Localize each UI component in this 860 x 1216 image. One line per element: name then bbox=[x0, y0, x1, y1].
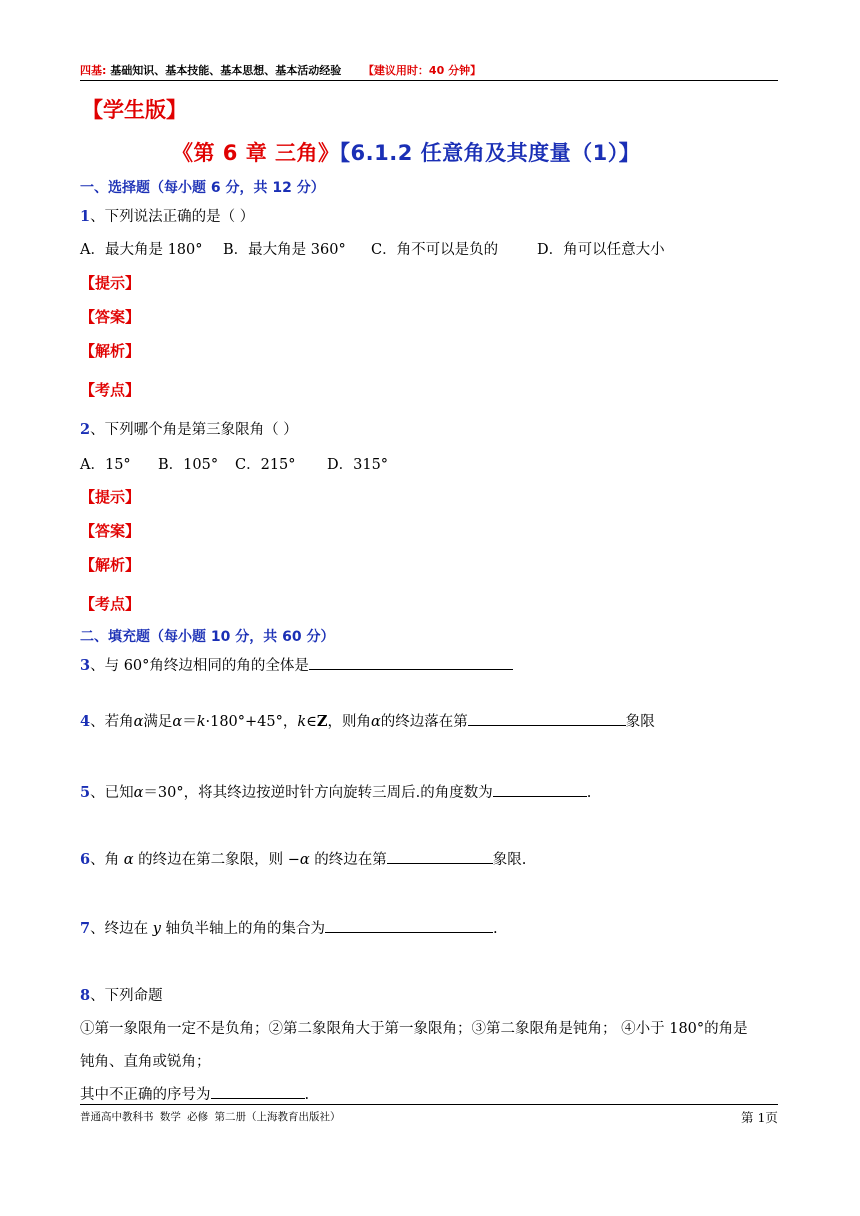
question-text: 、已知 bbox=[90, 785, 134, 801]
option-d: D．315° bbox=[327, 457, 389, 473]
question-text: 满足 bbox=[143, 714, 173, 730]
header-colon: : bbox=[102, 64, 107, 77]
answer-blank[interactable] bbox=[309, 655, 513, 670]
header-prefix: 四基 bbox=[80, 64, 102, 77]
question-text: 轴负半轴上的角的集合为 bbox=[160, 921, 326, 937]
question-number: 6 bbox=[80, 851, 91, 868]
option-a: A．15° bbox=[80, 457, 131, 473]
answer-tag: 【答案】 bbox=[80, 308, 141, 326]
header-items: 基础知识、基本技能、基本思想、基本活动经验 bbox=[110, 64, 342, 77]
answer-blank[interactable] bbox=[468, 711, 626, 726]
question-text: ＝ bbox=[182, 714, 197, 730]
k-symbol: k bbox=[196, 714, 206, 730]
question-text: 其中不正确的序号为 bbox=[80, 1087, 211, 1103]
question-2-options bbox=[80, 453, 388, 474]
question-text: ＝30°，将其终边按逆时针方向旋转三周后.的角度数为 bbox=[143, 785, 493, 801]
question-number: 7 bbox=[80, 920, 91, 937]
question-text: ，则角 bbox=[327, 714, 371, 730]
question-text: 、下列哪个角是第三象限角（ ） bbox=[90, 422, 298, 438]
alpha-symbol: α bbox=[172, 714, 183, 730]
question-text: 、下列说法正确的是（ ） bbox=[90, 209, 255, 225]
option-d: D．角可以任意大小 bbox=[537, 242, 665, 258]
question-number: 4 bbox=[80, 713, 91, 730]
question-text: . bbox=[304, 1087, 310, 1103]
header-rule bbox=[80, 80, 778, 81]
option-b: B．最大角是 360° bbox=[223, 242, 346, 258]
minus-sign: − bbox=[287, 852, 300, 868]
answer-blank[interactable] bbox=[211, 1084, 305, 1099]
question-8 bbox=[80, 984, 163, 1005]
hint-tag: 【提示】 bbox=[80, 274, 141, 292]
question-6 bbox=[80, 848, 526, 869]
question-text: ·180°+45°， bbox=[205, 714, 298, 730]
option-a: A．最大角是 180° bbox=[80, 242, 203, 258]
k-symbol: k bbox=[297, 714, 307, 730]
question-number: 3 bbox=[80, 657, 91, 674]
question-text: 、角 bbox=[90, 852, 124, 868]
question-number: 5 bbox=[80, 784, 91, 801]
section-heading: 一、选择题（每小题 6 分，共 12 分） bbox=[80, 180, 325, 196]
alpha-symbol: α bbox=[123, 852, 134, 868]
question-7 bbox=[80, 917, 498, 938]
question-text: 的终边落在第 bbox=[380, 714, 468, 730]
question-text: 、若角 bbox=[90, 714, 134, 730]
title-chapter: 《第 6 章 三角》 bbox=[172, 141, 340, 165]
question-1 bbox=[80, 205, 254, 226]
question-8-line1: ①第一象限角一定不是负角；②第二象限角大于第一象限角；③第二象限角是钝角； ④小于 180°的角是 bbox=[80, 1021, 748, 1037]
header-time: 【建议用时：40 分钟】 bbox=[362, 64, 482, 77]
question-text: 、与 60°角终边相同的角的全体是 bbox=[90, 658, 309, 674]
question-3 bbox=[80, 654, 513, 675]
answer-blank[interactable] bbox=[493, 782, 587, 797]
question-2 bbox=[80, 418, 298, 439]
integer-set-symbol: Z bbox=[316, 713, 328, 730]
answer-blank[interactable] bbox=[325, 918, 493, 933]
point-tag: 【考点】 bbox=[80, 595, 141, 613]
question-text: ∈ bbox=[306, 714, 317, 730]
analysis-tag: 【解析】 bbox=[80, 556, 141, 574]
alpha-symbol: α bbox=[299, 852, 310, 868]
footer-textbook: 普通高中教科书 数学 必修 第二册（上海教育出版社） bbox=[80, 1111, 341, 1123]
section-heading: 二、填充题（每小题 10 分，共 60 分） bbox=[80, 629, 335, 645]
question-text: 象限. bbox=[492, 852, 527, 868]
question-1-options bbox=[80, 238, 665, 259]
question-8-line2: 钝角、直角或锐角； bbox=[80, 1054, 211, 1070]
question-8-line3 bbox=[80, 1083, 309, 1104]
option-b: B．105° bbox=[158, 457, 219, 473]
option-c: C．角不可以是负的 bbox=[371, 242, 499, 258]
question-text: . bbox=[586, 785, 592, 801]
hint-tag: 【提示】 bbox=[80, 488, 141, 506]
question-4 bbox=[80, 710, 655, 731]
option-c: C．215° bbox=[235, 457, 296, 473]
answer-tag: 【答案】 bbox=[80, 522, 141, 540]
question-number: 2 bbox=[80, 421, 91, 438]
y-symbol: y bbox=[152, 921, 161, 937]
analysis-tag: 【解析】 bbox=[80, 342, 141, 360]
question-text: 的终边在第 bbox=[309, 852, 387, 868]
title-lesson: 【6.1.2 任意角及其度量（1）】 bbox=[339, 141, 641, 165]
page-header bbox=[80, 62, 481, 78]
point-tag: 【考点】 bbox=[80, 381, 141, 399]
question-text: . bbox=[493, 921, 498, 937]
alpha-symbol: α bbox=[371, 714, 381, 730]
question-number: 1 bbox=[80, 208, 91, 225]
page-number: 第 1页 bbox=[741, 1110, 778, 1125]
question-text: 的终边在第二象限，则 bbox=[133, 852, 288, 868]
edition-label: 【学生版】 bbox=[82, 98, 187, 122]
footer-rule bbox=[80, 1104, 778, 1105]
answer-blank[interactable] bbox=[387, 849, 493, 864]
question-number: 8 bbox=[80, 987, 91, 1004]
question-text: 、终边在 bbox=[90, 921, 153, 937]
question-5 bbox=[80, 781, 591, 802]
alpha-symbol: α bbox=[133, 714, 144, 730]
question-text: 、下列命题 bbox=[90, 988, 163, 1004]
page-title bbox=[172, 137, 640, 167]
alpha-symbol: α bbox=[133, 785, 144, 801]
question-text: 象限 bbox=[625, 714, 655, 730]
